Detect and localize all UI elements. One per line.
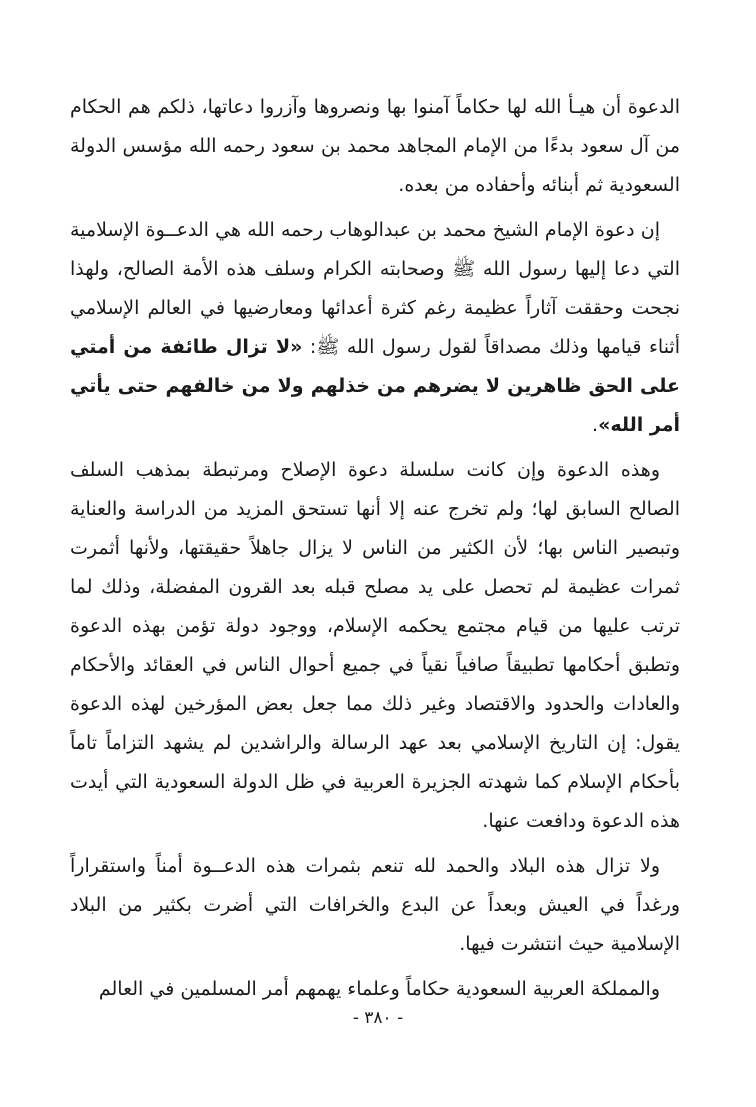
paragraph-2 xyxy=(70,211,680,445)
paragraph-4: ولا تزال هذه البلاد والحمد لله تنعم بثمرات هذه الدعــوة أمناً واستقراراً ورغداً في العيش وبعداً عن البدع والخرافات التي أضرت بكثير من البلاد الإسلامية حيث انتشرت فيها. xyxy=(70,855,680,955)
page-body xyxy=(70,88,680,1009)
paragraph-1: الدعوة أن هيـأ الله لها حكاماً آمنوا بها ونصروها وآزروا دعاتها، ذلكم هم الحكام من آل سعود بدءًا من الإمام المجاهد محمد بن سعود رحمه الله مؤسس الدولة السعودية ثم أبنائه وأحفاده من بعده. xyxy=(70,96,680,196)
paragraph-2-tail: . xyxy=(592,414,599,436)
paragraph-2-text: إن دعوة الإمام الشيخ محمد بن عبدالوهاب رحمه الله هي الدعــوة الإسلامية التي دعا إليها رسول الله ﷺ وصحابته الكرام وسلف هذه الأمة الصالح، ولهذا نجحت وحققت آثاراً عظيمة رغم كثرة أعدائها ومعارضيها في العالم الإسلامي أثناء قيامها وذلك مصداقاً لقول رسول الله ﷺ: xyxy=(70,219,680,358)
page-number: - ٣٨٠ - xyxy=(352,1008,404,1028)
paragraph-5: والمملكة العربية السعودية حكاماً وعلماء يهمهم أمر المسلمين في العالم xyxy=(98,978,660,1000)
hadith-quote: «لا تزال طائفة من أمتي على الحق ظاهرين لا يضرهم من خذلهم ولا من خالفهم حتى يأتي أمر الله» xyxy=(70,336,680,436)
paragraph-3: وهذه الدعوة وإن كانت سلسلة دعوة الإصلاح ومرتبطة بمذهب السلف الصالح السابق لها؛ ولم تخرج عنه إلا أنها تستحق المزيد من الدراسة والعناية وتبصير الناس بها؛ لأن الكثير من الناس لا يزال جاهلاً حقيقتها، ولأنها أثمرت ثمرات عظيمة لم تحصل على يد مصلح قبله بعد القرون المفضلة، وذلك لما ترتب عليها من قيام مجتمع يحكمه الإسلام، ووجود دولة تؤمن بهذه الدعوة وتطبق أحكامها تطبيقاً صافياً نقياً في جميع أحوال الناس في العقائد والأحكام والعادات والحدود والاقتصاد وغير ذلك مما جعل بعض المؤرخين لهذه الدعوة يقول: إن التاريخ الإسلامي بعد عهد الرسالة والراشدين لم يشهد التزاماً تاماً بأحكام الإسلام كما شهدته الجزيرة العربية في ظل الدولة السعودية التي أيدت هذه الدعوة ودافعت عنها. xyxy=(70,459,680,832)
